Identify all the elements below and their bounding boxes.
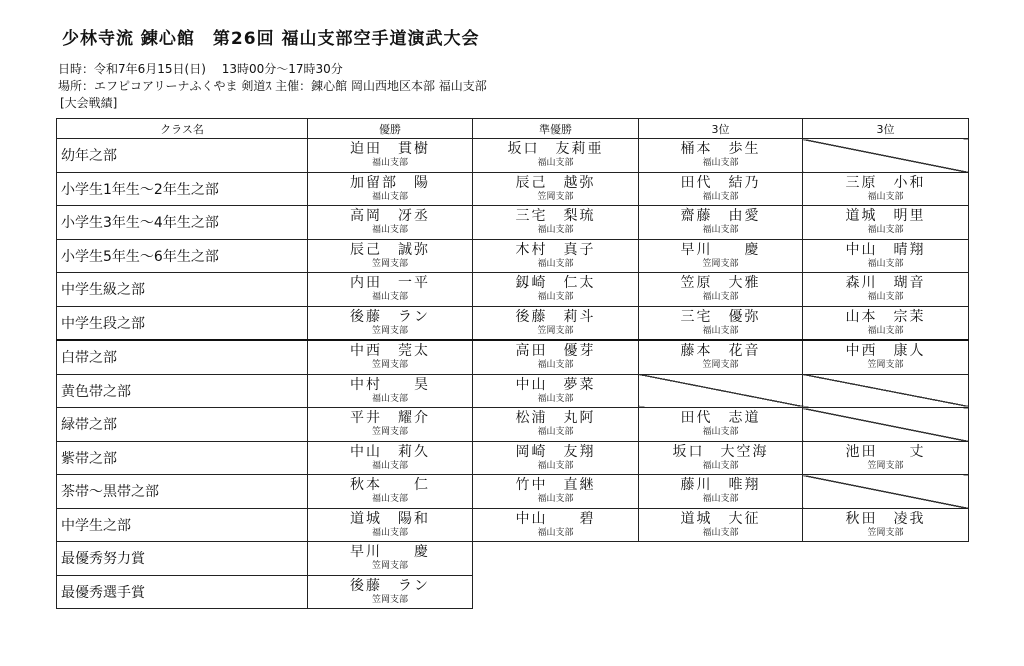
winner-name: 辰己 誠弥	[350, 241, 430, 258]
winner-name: 後藤 莉斗	[515, 308, 596, 325]
winner-name: 道城 陽和	[350, 510, 430, 527]
empty-slashed-cell	[803, 475, 969, 509]
winner-branch: 福山支部	[371, 460, 408, 471]
class-name-cell: 紫帯之部	[57, 441, 308, 475]
winner-name: 藤川 唯翔	[680, 477, 761, 494]
results-table	[56, 118, 969, 609]
winner-branch: 福山支部	[867, 258, 904, 269]
winner-branch: 福山支部	[867, 191, 904, 202]
first-place-cell	[308, 273, 473, 307]
table-row	[57, 139, 969, 173]
first-place-cell	[308, 441, 473, 475]
venue-value: エフピコアリーナふくやま 剣道ｽ 主催：錬心館 岡山西地区本部 福山支部	[94, 79, 487, 93]
first-place-cell	[308, 239, 473, 273]
award-winner-cell	[308, 542, 473, 576]
award-row	[57, 542, 969, 576]
award-row	[57, 575, 969, 609]
winner-name: 辰己 越弥	[515, 174, 596, 191]
second-place-cell	[473, 408, 639, 442]
empty-slashed-cell	[803, 374, 969, 408]
third-place-a-cell	[639, 508, 803, 542]
winner-name: 藤本 花音	[680, 343, 761, 360]
empty-slashed-cell	[639, 374, 803, 408]
winner-name: 森川 瑚音	[845, 275, 926, 292]
first-place-cell	[308, 172, 473, 206]
class-name-cell: 茶帯～黒帯之部	[57, 475, 308, 509]
winner-name: 道城 大征	[680, 510, 761, 527]
winner-name: 坂口 大空海	[672, 443, 769, 460]
winner-name: 田代 志道	[680, 410, 761, 427]
award-winner-cell	[308, 575, 473, 609]
winner-branch: 福山支部	[537, 292, 574, 303]
winner-branch: 笠岡支部	[702, 258, 739, 269]
col-header-first: 優勝	[308, 119, 473, 139]
winner-name: 山本 宗茉	[845, 308, 926, 325]
winner-name: 後藤 ラン	[350, 577, 430, 594]
winner-branch: 福山支部	[537, 527, 574, 538]
winner-name: 坂口 友莉亜	[507, 141, 604, 158]
winner-branch: 福山支部	[702, 460, 739, 471]
winner-branch: 福山支部	[702, 292, 739, 303]
results-body	[57, 139, 969, 609]
winner-branch: 笠岡支部	[867, 527, 904, 538]
winner-name: 平井 耀介	[350, 410, 430, 427]
second-place-cell	[473, 239, 639, 273]
empty-cell	[639, 542, 803, 576]
first-place-cell	[308, 206, 473, 240]
winner-name: 中西 莞太	[350, 343, 430, 360]
first-place-cell	[308, 475, 473, 509]
winner-branch: 福山支部	[371, 527, 408, 538]
second-place-cell	[473, 441, 639, 475]
winner-branch: 福山支部	[537, 494, 574, 505]
winner-branch: 笠岡支部	[867, 360, 904, 371]
col-header-third: 3位	[639, 119, 803, 139]
class-name-cell: 幼年之部	[57, 139, 308, 173]
empty-slashed-cell	[803, 139, 969, 173]
winner-name: 秋本 仁	[350, 477, 430, 494]
winner-name: 中山 晴翔	[845, 241, 926, 258]
third-place-b-cell	[803, 273, 969, 307]
winner-branch: 福山支部	[371, 225, 408, 236]
empty-cell	[803, 575, 969, 609]
winner-branch: 笠岡支部	[867, 460, 904, 471]
third-place-b-cell	[803, 239, 969, 273]
winner-name: 高岡 冴丞	[350, 208, 430, 225]
venue-label: 場所：	[58, 79, 95, 93]
winner-name: 加留部 陽	[350, 174, 430, 191]
table-row	[57, 239, 969, 273]
empty-cell	[473, 542, 639, 576]
winner-branch: 福山支部	[371, 393, 408, 404]
table-row	[57, 340, 969, 374]
winner-branch: 福山支部	[702, 494, 739, 505]
winner-name: 釼崎 仁太	[515, 275, 596, 292]
third-place-b-cell	[803, 340, 969, 374]
winner-branch: 福山支部	[537, 460, 574, 471]
winner-branch: 福山支部	[371, 191, 408, 202]
third-place-a-cell	[639, 475, 803, 509]
winner-branch: 福山支部	[537, 427, 574, 438]
winner-name: 岡崎 友翔	[515, 443, 596, 460]
winner-name: 池田 丈	[845, 443, 926, 460]
winner-name: 桶本 歩生	[680, 141, 761, 158]
second-place-cell	[473, 172, 639, 206]
winner-branch: 笠岡支部	[371, 360, 408, 371]
winner-branch: 福山支部	[867, 292, 904, 303]
table-row	[57, 408, 969, 442]
winner-branch: 福山支部	[867, 325, 904, 336]
winner-branch: 福山支部	[702, 527, 739, 538]
winner-name: 後藤 ラン	[350, 308, 430, 325]
winner-name: 齋藤 由愛	[680, 208, 761, 225]
winner-branch: 福山支部	[537, 258, 574, 269]
class-name-cell: 中学生段之部	[57, 306, 308, 340]
second-place-cell	[473, 139, 639, 173]
winner-name: 迫田 貫樹	[350, 141, 430, 158]
first-place-cell	[308, 508, 473, 542]
award-name-cell: 最優秀努力賞	[57, 542, 308, 576]
winner-name: 松浦 丸阿	[515, 410, 596, 427]
date-value: 令和7年6月15日(日) 13時00分～17時30分	[94, 62, 343, 76]
table-row	[57, 475, 969, 509]
third-place-b-cell	[803, 172, 969, 206]
winner-branch: 福山支部	[867, 225, 904, 236]
winner-branch: 笠岡支部	[702, 360, 739, 371]
third-place-a-cell	[639, 441, 803, 475]
winner-name: 三宅 優弥	[680, 308, 761, 325]
winner-name: 道城 明里	[845, 208, 926, 225]
table-header-row	[57, 119, 969, 139]
third-place-a-cell	[639, 408, 803, 442]
document-title: 少林寺流 錬心館 第26回 福山支部空手道演武大会	[62, 29, 480, 49]
winner-branch: 笠岡支部	[371, 325, 408, 336]
winner-name: 中山 夢菜	[515, 376, 596, 393]
winner-name: 早川 慶	[680, 241, 761, 258]
class-name-cell: 小学生1年生～2年生之部	[57, 172, 308, 206]
winner-branch: 福山支部	[702, 427, 739, 438]
date-line	[58, 60, 343, 77]
third-place-a-cell	[639, 139, 803, 173]
second-place-cell	[473, 273, 639, 307]
winner-name: 内田 一平	[350, 275, 430, 292]
second-place-cell	[473, 306, 639, 340]
class-name-cell: 小学生3年生～4年生之部	[57, 206, 308, 240]
table-row	[57, 441, 969, 475]
table-row	[57, 172, 969, 206]
empty-cell	[803, 542, 969, 576]
class-name-cell: 中学生之部	[57, 508, 308, 542]
class-name-cell: 中学生級之部	[57, 273, 308, 307]
empty-slashed-cell	[803, 408, 969, 442]
class-name-cell: 白帯之部	[57, 340, 308, 374]
winner-branch: 笠岡支部	[371, 258, 408, 269]
class-name-cell: 小学生5年生～6年生之部	[57, 239, 308, 273]
winner-name: 三宅 梨琉	[515, 208, 596, 225]
third-place-a-cell	[639, 340, 803, 374]
winner-name: 秋田 凌我	[845, 510, 926, 527]
first-place-cell	[308, 408, 473, 442]
empty-cell	[639, 575, 803, 609]
winner-branch: 福山支部	[537, 393, 574, 404]
third-place-a-cell	[639, 206, 803, 240]
first-place-cell	[308, 306, 473, 340]
second-place-cell	[473, 374, 639, 408]
table-row	[57, 273, 969, 307]
winner-branch: 福山支部	[702, 225, 739, 236]
second-place-cell	[473, 206, 639, 240]
class-name-cell: 緑帯之部	[57, 408, 308, 442]
winner-name: 笠原 大雅	[680, 275, 761, 292]
winner-name: 竹中 直継	[515, 477, 596, 494]
venue-line	[58, 77, 487, 94]
first-place-cell	[308, 374, 473, 408]
award-name-cell: 最優秀選手賞	[57, 575, 308, 609]
winner-branch: 福山支部	[371, 494, 408, 505]
second-place-cell	[473, 508, 639, 542]
winner-name: 高田 優芽	[515, 343, 596, 360]
winner-branch: 福山支部	[371, 292, 408, 303]
winner-branch: 福山支部	[702, 325, 739, 336]
winner-branch: 福山支部	[702, 191, 739, 202]
winner-name: 早川 慶	[350, 544, 430, 561]
class-name-cell: 黄色帯之部	[57, 374, 308, 408]
winner-name: 中山 碧	[515, 510, 596, 527]
winner-branch: 笠岡支部	[537, 325, 574, 336]
winner-name: 田代 結乃	[680, 174, 761, 191]
first-place-cell	[308, 139, 473, 173]
table-row	[57, 306, 969, 340]
third-place-a-cell	[639, 172, 803, 206]
winner-branch: 福山支部	[537, 158, 574, 169]
col-header-third: 3位	[803, 119, 969, 139]
third-place-a-cell	[639, 239, 803, 273]
winner-branch: 福山支部	[537, 360, 574, 371]
winner-name: 中村 昊	[350, 376, 430, 393]
winner-branch: 笠岡支部	[371, 594, 408, 605]
second-place-cell	[473, 475, 639, 509]
date-label: 日時：	[58, 62, 95, 76]
winner-name: 中山 莉久	[350, 443, 430, 460]
table-row	[57, 508, 969, 542]
col-header-second: 準優勝	[473, 119, 639, 139]
winner-branch: 笠岡支部	[371, 427, 408, 438]
table-row	[57, 206, 969, 240]
winner-branch: 笠岡支部	[537, 191, 574, 202]
table-row	[57, 374, 969, 408]
winner-branch: 笠岡支部	[371, 561, 408, 572]
winner-name: 中西 康人	[845, 343, 926, 360]
third-place-b-cell	[803, 306, 969, 340]
third-place-b-cell	[803, 508, 969, 542]
third-place-b-cell	[803, 441, 969, 475]
winner-branch: 福山支部	[537, 225, 574, 236]
winner-name: 三原 小和	[845, 174, 926, 191]
winner-branch: 福山支部	[702, 158, 739, 169]
third-place-a-cell	[639, 306, 803, 340]
winner-name: 木村 真子	[515, 241, 596, 258]
winner-branch: 福山支部	[371, 158, 408, 169]
col-header-class: クラス名	[57, 119, 308, 139]
third-place-a-cell	[639, 273, 803, 307]
section-label: [大会戦績]	[60, 96, 118, 110]
first-place-cell	[308, 340, 473, 374]
third-place-b-cell	[803, 206, 969, 240]
second-place-cell	[473, 340, 639, 374]
empty-cell	[473, 575, 639, 609]
